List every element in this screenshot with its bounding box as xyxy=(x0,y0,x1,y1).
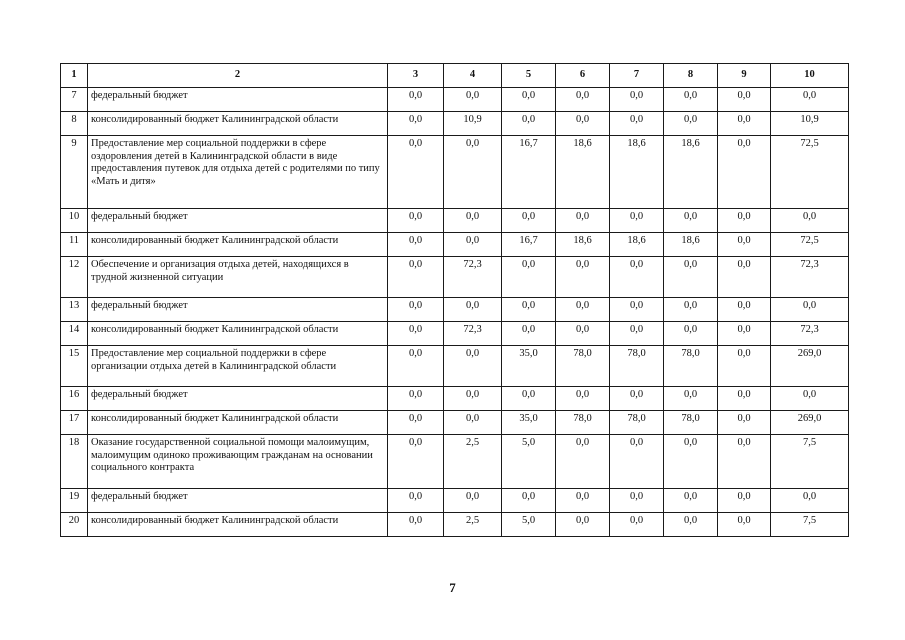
table-row xyxy=(61,112,849,136)
value-cell: 0,0 xyxy=(718,435,771,489)
value-cell: 0,0 xyxy=(664,112,718,136)
value-cell: 0,0 xyxy=(771,387,849,411)
row-name: консолидированный бюджет Калининградской области xyxy=(88,513,388,537)
column-header: 7 xyxy=(610,64,664,88)
value-cell: 72,3 xyxy=(771,257,849,298)
row-number: 14 xyxy=(61,322,88,346)
table-row xyxy=(61,136,849,209)
value-cell: 0,0 xyxy=(664,435,718,489)
value-cell: 0,0 xyxy=(388,136,444,209)
row-name: консолидированный бюджет Калининградской области xyxy=(88,411,388,435)
row-name: Обеспечение и организация отдыха детей, находящихся в трудной жизненной ситуации xyxy=(88,257,388,298)
value-cell: 0,0 xyxy=(388,322,444,346)
value-cell: 0,0 xyxy=(388,387,444,411)
table-row xyxy=(61,257,849,298)
table-row xyxy=(61,489,849,513)
value-cell: 0,0 xyxy=(556,112,610,136)
row-name: консолидированный бюджет Калининградской области xyxy=(88,112,388,136)
value-cell: 10,9 xyxy=(771,112,849,136)
value-cell: 0,0 xyxy=(664,88,718,112)
row-number: 18 xyxy=(61,435,88,489)
value-cell: 0,0 xyxy=(388,435,444,489)
column-header: 6 xyxy=(556,64,610,88)
table-header-row xyxy=(61,64,849,88)
column-header: 10 xyxy=(771,64,849,88)
table-row xyxy=(61,513,849,537)
value-cell: 0,0 xyxy=(388,257,444,298)
value-cell: 78,0 xyxy=(556,411,610,435)
value-cell: 72,3 xyxy=(444,322,502,346)
table-row xyxy=(61,88,849,112)
value-cell: 0,0 xyxy=(444,346,502,387)
value-cell: 0,0 xyxy=(502,112,556,136)
value-cell: 0,0 xyxy=(610,112,664,136)
value-cell: 0,0 xyxy=(771,298,849,322)
value-cell: 0,0 xyxy=(718,209,771,233)
value-cell: 0,0 xyxy=(771,209,849,233)
table-row xyxy=(61,298,849,322)
row-number: 9 xyxy=(61,136,88,209)
value-cell: 0,0 xyxy=(771,88,849,112)
value-cell: 35,0 xyxy=(502,411,556,435)
column-header: 9 xyxy=(718,64,771,88)
table-row xyxy=(61,387,849,411)
row-name: федеральный бюджет xyxy=(88,209,388,233)
value-cell: 0,0 xyxy=(444,209,502,233)
value-cell: 0,0 xyxy=(718,257,771,298)
value-cell: 0,0 xyxy=(556,322,610,346)
table-row xyxy=(61,322,849,346)
value-cell: 0,0 xyxy=(444,298,502,322)
table-row xyxy=(61,435,849,489)
value-cell: 269,0 xyxy=(771,346,849,387)
value-cell: 0,0 xyxy=(556,435,610,489)
value-cell: 0,0 xyxy=(664,257,718,298)
value-cell: 0,0 xyxy=(444,233,502,257)
value-cell: 0,0 xyxy=(388,88,444,112)
value-cell: 0,0 xyxy=(718,346,771,387)
value-cell: 0,0 xyxy=(664,298,718,322)
row-name: федеральный бюджет xyxy=(88,88,388,112)
value-cell: 5,0 xyxy=(502,513,556,537)
value-cell: 0,0 xyxy=(388,346,444,387)
row-name: Предоставление мер социальной поддержки в сфере оздоровления детей в Калининградской области в виде предоставления путевок для отдыха детей с родителями по типу «Мать и дитя» xyxy=(88,136,388,209)
value-cell: 0,0 xyxy=(556,257,610,298)
value-cell: 0,0 xyxy=(664,489,718,513)
value-cell: 78,0 xyxy=(610,411,664,435)
row-number: 7 xyxy=(61,88,88,112)
value-cell: 0,0 xyxy=(556,209,610,233)
value-cell: 0,0 xyxy=(388,298,444,322)
value-cell: 0,0 xyxy=(718,411,771,435)
value-cell: 0,0 xyxy=(610,435,664,489)
value-cell: 0,0 xyxy=(610,513,664,537)
value-cell: 0,0 xyxy=(388,513,444,537)
row-name: федеральный бюджет xyxy=(88,298,388,322)
value-cell: 0,0 xyxy=(718,322,771,346)
value-cell: 0,0 xyxy=(388,209,444,233)
row-number: 10 xyxy=(61,209,88,233)
value-cell: 0,0 xyxy=(444,411,502,435)
row-number: 11 xyxy=(61,233,88,257)
budget-table xyxy=(60,63,849,537)
value-cell: 0,0 xyxy=(664,209,718,233)
row-name: консолидированный бюджет Калининградской области xyxy=(88,322,388,346)
value-cell: 0,0 xyxy=(388,489,444,513)
value-cell: 0,0 xyxy=(718,298,771,322)
value-cell: 0,0 xyxy=(502,298,556,322)
row-name: консолидированный бюджет Калининградской области xyxy=(88,233,388,257)
value-cell: 7,5 xyxy=(771,513,849,537)
table-row xyxy=(61,346,849,387)
value-cell: 18,6 xyxy=(664,136,718,209)
value-cell: 0,0 xyxy=(556,88,610,112)
row-name: федеральный бюджет xyxy=(88,489,388,513)
column-header: 8 xyxy=(664,64,718,88)
value-cell: 0,0 xyxy=(610,298,664,322)
value-cell: 0,0 xyxy=(718,112,771,136)
value-cell: 0,0 xyxy=(718,88,771,112)
column-header: 3 xyxy=(388,64,444,88)
value-cell: 0,0 xyxy=(444,88,502,112)
value-cell: 0,0 xyxy=(556,513,610,537)
value-cell: 2,5 xyxy=(444,513,502,537)
column-header: 2 xyxy=(88,64,388,88)
value-cell: 0,0 xyxy=(388,112,444,136)
row-number: 12 xyxy=(61,257,88,298)
value-cell: 269,0 xyxy=(771,411,849,435)
table-row xyxy=(61,233,849,257)
value-cell: 0,0 xyxy=(502,322,556,346)
value-cell: 2,5 xyxy=(444,435,502,489)
table-row xyxy=(61,411,849,435)
row-number: 16 xyxy=(61,387,88,411)
value-cell: 0,0 xyxy=(556,387,610,411)
value-cell: 0,0 xyxy=(388,233,444,257)
page-number: 7 xyxy=(449,580,456,595)
value-cell: 0,0 xyxy=(502,88,556,112)
value-cell: 0,0 xyxy=(502,387,556,411)
value-cell: 10,9 xyxy=(444,112,502,136)
value-cell: 16,7 xyxy=(502,136,556,209)
value-cell: 35,0 xyxy=(502,346,556,387)
row-number: 20 xyxy=(61,513,88,537)
value-cell: 0,0 xyxy=(771,489,849,513)
value-cell: 72,3 xyxy=(771,322,849,346)
value-cell: 16,7 xyxy=(502,233,556,257)
value-cell: 0,0 xyxy=(444,489,502,513)
value-cell: 0,0 xyxy=(664,322,718,346)
value-cell: 0,0 xyxy=(718,387,771,411)
value-cell: 72,5 xyxy=(771,136,849,209)
value-cell: 0,0 xyxy=(718,136,771,209)
value-cell: 0,0 xyxy=(718,513,771,537)
value-cell: 78,0 xyxy=(664,346,718,387)
value-cell: 0,0 xyxy=(444,387,502,411)
value-cell: 0,0 xyxy=(610,88,664,112)
value-cell: 0,0 xyxy=(388,411,444,435)
value-cell: 0,0 xyxy=(502,257,556,298)
row-number: 15 xyxy=(61,346,88,387)
value-cell: 5,0 xyxy=(502,435,556,489)
value-cell: 7,5 xyxy=(771,435,849,489)
value-cell: 0,0 xyxy=(664,513,718,537)
value-cell: 0,0 xyxy=(610,489,664,513)
value-cell: 78,0 xyxy=(610,346,664,387)
value-cell: 0,0 xyxy=(502,489,556,513)
value-cell: 18,6 xyxy=(664,233,718,257)
value-cell: 0,0 xyxy=(556,489,610,513)
table-row xyxy=(61,209,849,233)
value-cell: 0,0 xyxy=(718,489,771,513)
value-cell: 78,0 xyxy=(556,346,610,387)
value-cell: 0,0 xyxy=(718,233,771,257)
value-cell: 0,0 xyxy=(556,298,610,322)
value-cell: 0,0 xyxy=(664,387,718,411)
value-cell: 72,3 xyxy=(444,257,502,298)
row-number: 19 xyxy=(61,489,88,513)
row-number: 13 xyxy=(61,298,88,322)
row-name: Оказание государственной социальной помощи малоимущим, малоимущим одиноко проживающим гражданам на основании социального контракта xyxy=(88,435,388,489)
row-number: 8 xyxy=(61,112,88,136)
value-cell: 18,6 xyxy=(610,233,664,257)
row-name: федеральный бюджет xyxy=(88,387,388,411)
column-header: 4 xyxy=(444,64,502,88)
value-cell: 0,0 xyxy=(610,387,664,411)
value-cell: 78,0 xyxy=(664,411,718,435)
value-cell: 18,6 xyxy=(610,136,664,209)
column-header: 5 xyxy=(502,64,556,88)
value-cell: 18,6 xyxy=(556,136,610,209)
value-cell: 18,6 xyxy=(556,233,610,257)
value-cell: 0,0 xyxy=(610,209,664,233)
value-cell: 72,5 xyxy=(771,233,849,257)
value-cell: 0,0 xyxy=(610,322,664,346)
row-number: 17 xyxy=(61,411,88,435)
value-cell: 0,0 xyxy=(444,136,502,209)
value-cell: 0,0 xyxy=(502,209,556,233)
value-cell: 0,0 xyxy=(610,257,664,298)
row-name: Предоставление мер социальной поддержки в сфере организации отдыха детей в Калининградской области xyxy=(88,346,388,387)
column-header: 1 xyxy=(61,64,88,88)
